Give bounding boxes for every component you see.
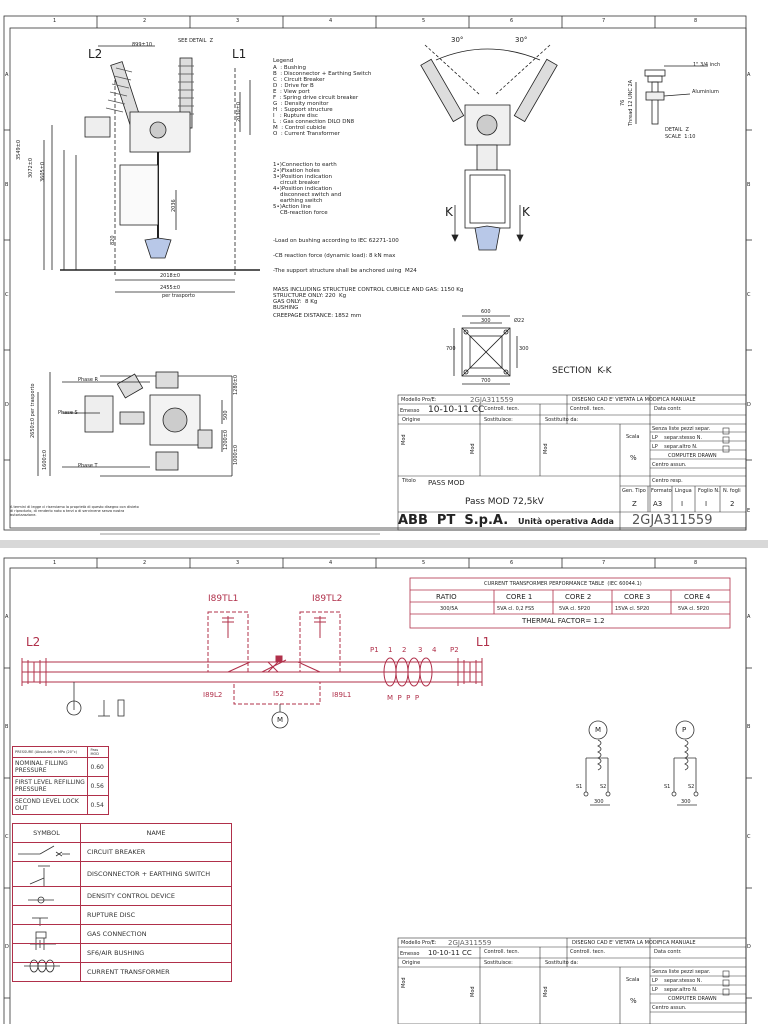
tb-computer: COMPUTER DRAWN — [668, 453, 717, 459]
sheet-separator — [0, 540, 768, 548]
tb2-lp1: LP separ.stesso N. — [652, 978, 703, 984]
legend-item: H : Support structure — [273, 107, 333, 113]
tb2-scala: Scala — [626, 977, 640, 983]
tb-sostituisce: Sostituisce: — [484, 417, 513, 423]
top-view — [38, 372, 232, 476]
ct-header: CORE 3 — [624, 593, 651, 601]
drawing-sheet-2 — [0, 548, 768, 1024]
tb-col: Foglio N. — [698, 488, 720, 494]
note-item: CB-reaction force — [273, 210, 328, 216]
grid-row-c: C — [5, 834, 9, 840]
tb-controllato: Controll. tecn. — [484, 406, 520, 412]
sld-motor: M — [277, 716, 284, 724]
k-label-right: K — [522, 205, 530, 219]
phase-s: Phase S — [58, 410, 78, 416]
mass-note: GAS ONLY: 8 Kg — [273, 299, 318, 305]
ct-p-label: P — [682, 726, 687, 734]
tb2-senza: Senza liste pezzi separ. — [652, 969, 711, 975]
tb-controllato-2: Controll. tecn. — [570, 406, 606, 412]
ct-p1: P1 — [370, 646, 379, 654]
dim-3072: 3072±0 — [28, 157, 34, 178]
dim-1600: 1600±0 — [42, 449, 48, 470]
tb-lp1: LP separ.stesso N. — [652, 435, 703, 441]
note-item: disconnect switch and — [273, 192, 342, 198]
phase-t: Phase T — [78, 463, 98, 469]
section-dim: 300 — [481, 318, 491, 324]
grid-row-e-right: E — [747, 508, 751, 514]
dim-2036: 2036 — [171, 199, 177, 212]
grid-col-6: 6 — [510, 560, 514, 566]
legend-item: L : Gas connection DILO DN8 — [273, 119, 355, 125]
sld-disconnector-1: I89TL1 — [208, 594, 239, 604]
detail-z — [636, 66, 708, 124]
grid-row-d-right: D — [747, 944, 751, 950]
tb-senza: Senza liste pezzi separ. — [652, 426, 711, 432]
sld-l2: L2 — [26, 635, 41, 649]
grid-row-c-right: C — [747, 834, 751, 840]
pressure-value: 0.54 — [88, 796, 109, 815]
symbol-header: SYMBOL — [13, 824, 81, 843]
tb2-data: Data contr. — [654, 949, 682, 955]
ct-n3: 3 — [418, 646, 423, 654]
note-item: 2•)Fixation holes — [273, 168, 320, 174]
tb2-sostituito: Sostituito da: — [545, 960, 579, 966]
ct-header: CORE 1 — [506, 593, 533, 601]
sld-breaker: I52 — [273, 690, 284, 698]
dim-1280: 1280±0 — [233, 374, 239, 395]
copyright-note: A termini di legge ci riserviamo la proprietà di questo disegno con divieto di riprodurlo, di renderlo noto a terzi o di servircene senza nostra autorizzazione. — [10, 505, 139, 518]
sld-earth-1: I89L2 — [203, 691, 223, 699]
tb-scala: Scala — [626, 434, 640, 440]
tb2-percent: % — [630, 997, 637, 1005]
tb-col: Gen. Tipo — [622, 488, 646, 494]
dim-2018: 2018±0 — [160, 273, 181, 279]
ct-n4: 4 — [432, 646, 437, 654]
ct-cell: 15VA cl. 5P20 — [615, 606, 650, 612]
tb-titolo-label: Titolo — [402, 478, 416, 484]
tb2-modello-label: Modello Pro/E: — [401, 940, 437, 946]
angle-right: 30° — [515, 36, 528, 44]
pressure-table — [12, 746, 109, 815]
dim-2030: 2030±0 — [236, 101, 242, 122]
symbol-name: CIRCUIT BREAKER — [81, 843, 232, 862]
mass-note: MASS INCLUDING STRUCTURE CONTROL CUBICLE AND GAS: 1150 Kg — [273, 287, 464, 293]
tb-col: Formato — [651, 488, 672, 494]
grid-row-b: B — [5, 724, 9, 730]
ct-n1: 1 — [388, 646, 393, 654]
dim-500: 500 — [223, 410, 229, 420]
grid-col-4: 4 — [329, 18, 333, 24]
tb2-sostituisce: Sostituisce: — [484, 960, 513, 966]
ct-n2: 2 — [402, 646, 407, 654]
single-line-diagram — [22, 612, 482, 704]
tb2-centro: Centro assun. — [652, 1005, 687, 1011]
symbol-name: RUPTURE DISC — [81, 906, 232, 925]
ct-table-title: CURRENT TRANSFORMER PERFORMANCE TABLE (IEC 60044.1) — [484, 581, 642, 587]
mass-note: STRUCTURE ONLY: 220 Kg — [273, 293, 347, 299]
phase-r: Phase R — [78, 377, 98, 383]
pressure-header: Pass MOD — [88, 747, 109, 758]
grid-row-b: B — [5, 182, 9, 188]
grid-col-7: 7 — [602, 18, 606, 24]
grid-row-a-right: A — [747, 614, 751, 620]
tb2-mod-2: Mod — [470, 986, 476, 997]
grid-row-a: A — [5, 614, 9, 620]
note-item: 5•)Action line — [273, 204, 311, 210]
legend-item: E : View port — [273, 89, 310, 95]
tb-sostituito: Sostituito da: — [545, 417, 579, 423]
section-dim: 700 — [446, 346, 456, 352]
tb2-controllato-2: Controll. tecn. — [570, 949, 606, 955]
tb-company: ABB PT S.p.A. — [398, 513, 509, 528]
ct-cell: 5VA cl. 5P20 — [559, 606, 591, 612]
ct-thermal: THERMAL FACTOR= 1.2 — [522, 617, 605, 625]
tb-titolo: PASS MOD — [428, 479, 465, 487]
tb2-emesso: 10-10-11 CC — [428, 949, 472, 957]
grid-row-c-right: C — [747, 292, 751, 298]
grid-col-5: 5 — [422, 560, 426, 566]
detail-aluminium: Aluminium — [692, 89, 719, 95]
legend-item: M : Control cubicle — [273, 125, 326, 131]
tb-val: A3 — [653, 500, 663, 508]
dim-820: 820 — [110, 235, 116, 245]
tb-mod-3: Mod — [543, 443, 549, 454]
dim-1200: 1200±0 — [223, 429, 229, 450]
grid-col-8: 8 — [694, 18, 698, 24]
grid-row-d: D — [5, 402, 9, 408]
front-label-l2: L2 — [88, 47, 103, 61]
ct-s1: S1 — [576, 784, 583, 790]
section-dim: 600 — [481, 309, 491, 315]
grid-col-2: 2 — [143, 18, 147, 24]
grid-col-1: 1 — [53, 560, 57, 566]
grid-row-d: D — [5, 944, 9, 950]
dim-1000: 1000±0 — [233, 444, 239, 465]
tb-unit: Unità operativa Adda — [518, 517, 614, 526]
ct-s2-b: S2 — [688, 784, 695, 790]
dim-899: 899±10 — [132, 42, 153, 48]
tb-val: I — [681, 500, 684, 508]
grid-col-2: 2 — [143, 560, 147, 566]
legend-item: I : Rupture disc — [273, 113, 318, 119]
load-note: -CB reaction force (dynamic load): 8 kN max — [273, 253, 396, 259]
legend-item: C : Circuit Breaker — [273, 77, 325, 83]
front-label-l1: L1 — [232, 47, 247, 61]
tb-modello: 2GJA311559 — [470, 396, 514, 404]
grid-row-a-right: A — [747, 72, 751, 78]
section-k-k — [454, 316, 517, 384]
grid-row-c: C — [5, 292, 9, 298]
tb-centro: Centro assun. — [652, 462, 687, 468]
tb2-disegno: DISEGNO CAD E' VIETATA LA MODIFICA MANUALE — [572, 940, 696, 946]
legend-title: Legend — [273, 58, 294, 64]
tb-lp2: LP separ.altro N. — [652, 444, 698, 450]
tb-emesso-label: Emesso — [400, 408, 420, 414]
grid-col-1: 1 — [53, 18, 57, 24]
tb2-mod-3: Mod — [543, 986, 549, 997]
ct-p2: P2 — [450, 646, 459, 654]
ct-mppp: M P P P — [387, 694, 420, 702]
legend-item: O : Current Transformer — [273, 131, 340, 137]
grid-row-a: A — [5, 72, 9, 78]
tb-col: N. fogli — [723, 488, 741, 494]
gas-connection-symbol — [13, 925, 81, 944]
pressure-header: PRESSURE (Absolute) in MPa (20°c) — [13, 747, 88, 758]
tb-emesso: 10-10-11 CC — [428, 405, 485, 415]
tb-val: 2 — [730, 500, 735, 508]
tb-data: Data contr. — [654, 406, 682, 412]
ct-cell: 300/5A — [440, 606, 458, 612]
dim-2455: 2455±0 — [160, 285, 181, 291]
name-header: NAME — [81, 824, 232, 843]
grid-col-6: 6 — [510, 18, 514, 24]
symbol-name: CURRENT TRANSFORMER — [81, 963, 232, 982]
legend-item: D : Drive for B — [273, 83, 314, 89]
symbol-name: DISCONNECTOR + EARTHING SWITCH — [81, 862, 232, 887]
tb2-computer: COMPUTER DRAWN — [668, 996, 717, 1002]
disconnector-symbol — [13, 862, 81, 887]
tb-code: 2GJA311559 — [632, 513, 713, 528]
grid-col-4: 4 — [329, 560, 333, 566]
rupture-disc-symbol — [13, 906, 81, 925]
front-control-cubicle — [120, 165, 158, 225]
section-dim: 700 — [481, 378, 491, 384]
dim-3549: 3549±0 — [16, 139, 22, 160]
ct-s1-b: S1 — [664, 784, 671, 790]
symbol-table — [12, 823, 232, 982]
tb-percent: % — [630, 454, 637, 462]
ct-300-p: 300 — [681, 799, 691, 805]
grid-col-3: 3 — [236, 560, 240, 566]
title-block-1 — [398, 395, 746, 530]
density-device-symbol — [13, 887, 81, 906]
dim-2650: 2650±0 per trasporto — [30, 383, 36, 438]
side-bushing-right — [514, 59, 557, 121]
tb-mod-1: Mod — [401, 434, 407, 445]
section-label: SECTION K-K — [552, 366, 612, 376]
side-view — [421, 45, 557, 250]
detail-scale: SCALE 1:10 — [665, 134, 696, 140]
note-item: circuit breaker — [273, 180, 320, 186]
tb2-controllato: Controll. tecn. — [484, 949, 520, 955]
tb-mod-2: Mod — [470, 443, 476, 454]
legend-item: G : Density monitor — [273, 101, 329, 107]
grid-row-b-right: B — [747, 182, 751, 188]
ct-s2: S2 — [600, 784, 607, 790]
ct-cell: 5VA cl. 5P20 — [678, 606, 710, 612]
detail-inch: 1" 3/4 inch — [693, 62, 721, 68]
symbol-name: DENSITY CONTROL DEVICE — [81, 887, 232, 906]
grid-col-7: 7 — [602, 560, 606, 566]
side-control-cubicle — [465, 170, 510, 228]
tb-pass-mod: Pass MOD 72,5kV — [465, 497, 544, 507]
dim-per-trasporto: per trasporto — [162, 293, 195, 299]
ct-cell: 5VA cl. 0,2 FS5 — [497, 606, 535, 612]
current-transformer-symbol — [13, 963, 81, 982]
k-label-left: K — [445, 205, 453, 219]
tb2-emesso-label: Emesso — [400, 951, 420, 957]
pressure-label: SECOND LEVEL LOCK OUT — [13, 796, 88, 815]
legend-item: A : Bushing — [273, 65, 306, 71]
circuit-breaker-symbol — [13, 843, 81, 862]
ct-header: CORE 2 — [565, 593, 592, 601]
sld-l1: L1 — [476, 635, 491, 649]
mass-note: CREEPAGE DISTANCE: 1852 mm — [273, 313, 362, 319]
ct-300-m: 300 — [594, 799, 604, 805]
legend-item: B : Disconnector + Earthing Switch — [273, 71, 372, 77]
see-detail-label: SEE DETAIL Z — [178, 38, 214, 44]
pressure-value: 0.60 — [88, 758, 109, 777]
symbol-name: SF6/AIR BUSHING — [81, 944, 232, 963]
pressure-label: NOMINAL FILLING PRESSURE — [13, 758, 88, 777]
dim-3605: 3605±0 — [40, 161, 46, 182]
grid-col-3: 3 — [236, 18, 240, 24]
symbol-name: GAS CONNECTION — [81, 925, 232, 944]
grid-col-8: 8 — [694, 560, 698, 566]
tb-origine: Origine — [402, 417, 421, 423]
load-note: -The support structure shall be anchored using M24 — [273, 268, 417, 274]
legend-item: F : Spring drive circuit breaker — [273, 95, 359, 101]
tb2-lp2: LP separ.altro N. — [652, 987, 698, 993]
sld-disconnector-2: I89TL2 — [312, 594, 343, 604]
tb2-origine: Origine — [402, 960, 421, 966]
note-item: 4•)Position indication — [273, 186, 333, 192]
tb-modello-label: Modello Pro/E: — [401, 397, 437, 403]
grid-col-5: 5 — [422, 18, 426, 24]
note-item: 1•)Connection to earth — [273, 162, 337, 168]
grid-row-d-right: D — [747, 402, 751, 408]
ct-header: RATIO — [436, 593, 457, 601]
section-dim: 300 — [519, 346, 529, 352]
mass-note: BUSHING — [273, 305, 299, 311]
tb2-modello: 2GJA311559 — [448, 939, 492, 947]
grid-row-b-right: B — [747, 724, 751, 730]
tb2-mod-1: Mod — [401, 977, 407, 988]
load-note: -Load on bushing according to IEC 62271-100 — [273, 238, 399, 244]
ct-header: CORE 4 — [684, 593, 711, 601]
angle-left: 30° — [451, 36, 464, 44]
tb-col: Lingua — [675, 488, 692, 494]
tb-disegno: DISEGNO CAD E' VIETATA LA MODIFICA MANUALE — [572, 397, 696, 403]
note-item: 3•)Position indication — [273, 174, 333, 180]
ct-m-label: M — [595, 726, 602, 734]
front-view — [44, 46, 260, 292]
tb-val: Z — [632, 500, 637, 508]
pressure-value: 0.56 — [88, 777, 109, 796]
bushing-symbol — [13, 944, 81, 963]
pressure-label: FIRST LEVEL REFILLING PRESSURE — [13, 777, 88, 796]
note-item: earthing switch — [273, 198, 323, 204]
section-dim: Ø22 — [514, 318, 525, 324]
tb-val: I — [705, 500, 708, 508]
sld-earth-2: I89L1 — [332, 691, 352, 699]
front-drive-box — [85, 117, 110, 137]
detail-thread: Thread 12 UNC 2A — [628, 79, 634, 126]
detail-76: 76 — [620, 99, 626, 106]
tb-centro-resp: Centro resp. — [652, 478, 683, 484]
detail-title: DETAIL Z — [665, 127, 689, 133]
side-bushing-left — [421, 59, 464, 121]
